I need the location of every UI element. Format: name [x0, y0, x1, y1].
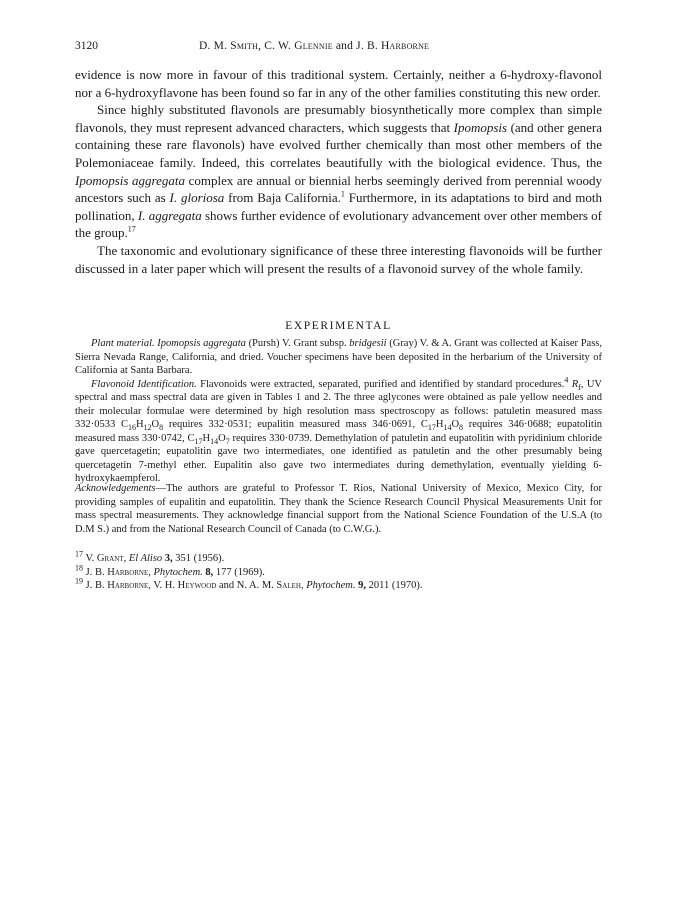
page-number: 3120: [75, 40, 98, 52]
paragraph-1: evidence is now more in favour of this traditional system. Certainly, neither a 6-hydroxy-flavonol nor a 6-hydroxyflavone has been found so far in any of the other families constituting this new order.: [75, 67, 602, 100]
experimental-section: [75, 337, 602, 486]
paragraph-2: Since highly substituted flavonols are presumably biosynthetically more complex than simple flavonols, they must represent advanced characters, which suggests that Ipomopsis (and other genera containing these rare flavonols) have evolved further chemically than most other members of the Polemoniaceae family. Indeed, this correlates beautifully with the biological evidence. Thus, the Ipomopsis aggregata complex are annual or biennial herbs seemingly derived from perennial woody ancestors such as I. gloriosa from Baja California.$^1$ Furthermore, in its adaptations to bird and moth pollination, I. aggregata shows further evidence of evolutionary advancement over other members of the group.$^{17}$: [75, 102, 603, 241]
section-title-experimental: EXPERIMENTAL: [285, 320, 392, 332]
paragraph-3: The taxonomic and evolutionary significance of these three interesting flavonoids will be further discussed in a later paper which will present the results of a flavonoid survey of the whole family.: [75, 242, 602, 276]
reference-19: $^{19}$ J. B. Harborne, V. H. Heywood and N. A. M. Saleh, Phytochem. 9, 2011 (1970).: [75, 576, 423, 591]
references-list: [75, 549, 602, 593]
acknowledgements: [75, 482, 602, 536]
acknowledgements-text: —The authors are grateful to Professor T. Rios, National University of Mexico, Mexico City, for providing samples of eupalitin and eupatolitin. They thank the Science Research Council Physical Measurements Unit for mass spectral measurements. They acknowledge financial support from the National Science Foundation of the U.S.A (to D.M S.) and from the National Research Council of Canada (to C.W.G.).: [75, 483, 602, 535]
running-head-authors: D. M. Smith, C. W. Glennie and J. B. Harborne: [199, 40, 430, 52]
reference-17: $^{17}$ V. Grant, El Aliso 3, 351 (1956).: [75, 549, 225, 564]
acknowledgements-lead: Acknowledgements: [75, 483, 156, 494]
flavonoid-identification-paragraph: Flavonoid Identification. Flavonoids were extracted, separated, purified and identified by standard procedures.$^4$ $R_f$, UV spectral and mass spectral data are given in Tables 1 and 2. The three aglycones were obtained as pale yellow needles and their molecular formulae were determined by high resolution mass spectroscopy as follows: patuletin measured mass 332·0533 $C_{16}H_{12}O_8$ requires 332·0531; eupalitin measured mass 346·0691, $C_{17}H_{14}O_8$ requires 346·0688; eupatolitin measured mass 330·0742, $C_{17}H_{14}O_7$ requires 330·0739. Demethylation of patuletin and eupatolitin with pyridinium chloride gave quercetagetin; eupatolitin gave two intermediates, one identified as patuletin and the other presumably being quercetagetin 7-methyl ether. Eupalitin also gave two intermediates during demethylation, eventually yielding 6-hydroxykaempferol.: [75, 375, 603, 484]
page-header: [75, 40, 602, 56]
plant-material-paragraph: Plant material. Ipomopsis aggregata (Pursh) V. Grant subsp. bridgesii (Gray) V. & A. Grant was collected at Kaiser Pass, Sierra Nevada Range, California, and dried. Voucher specimens have been deposited in the herbarium of the University of California at Santa Barbara.: [75, 338, 603, 376]
reference-18: $^{18}$ J. B. Harborne, Phytochem. 8, 177 (1969).: [75, 563, 265, 578]
body-text: [75, 66, 602, 277]
